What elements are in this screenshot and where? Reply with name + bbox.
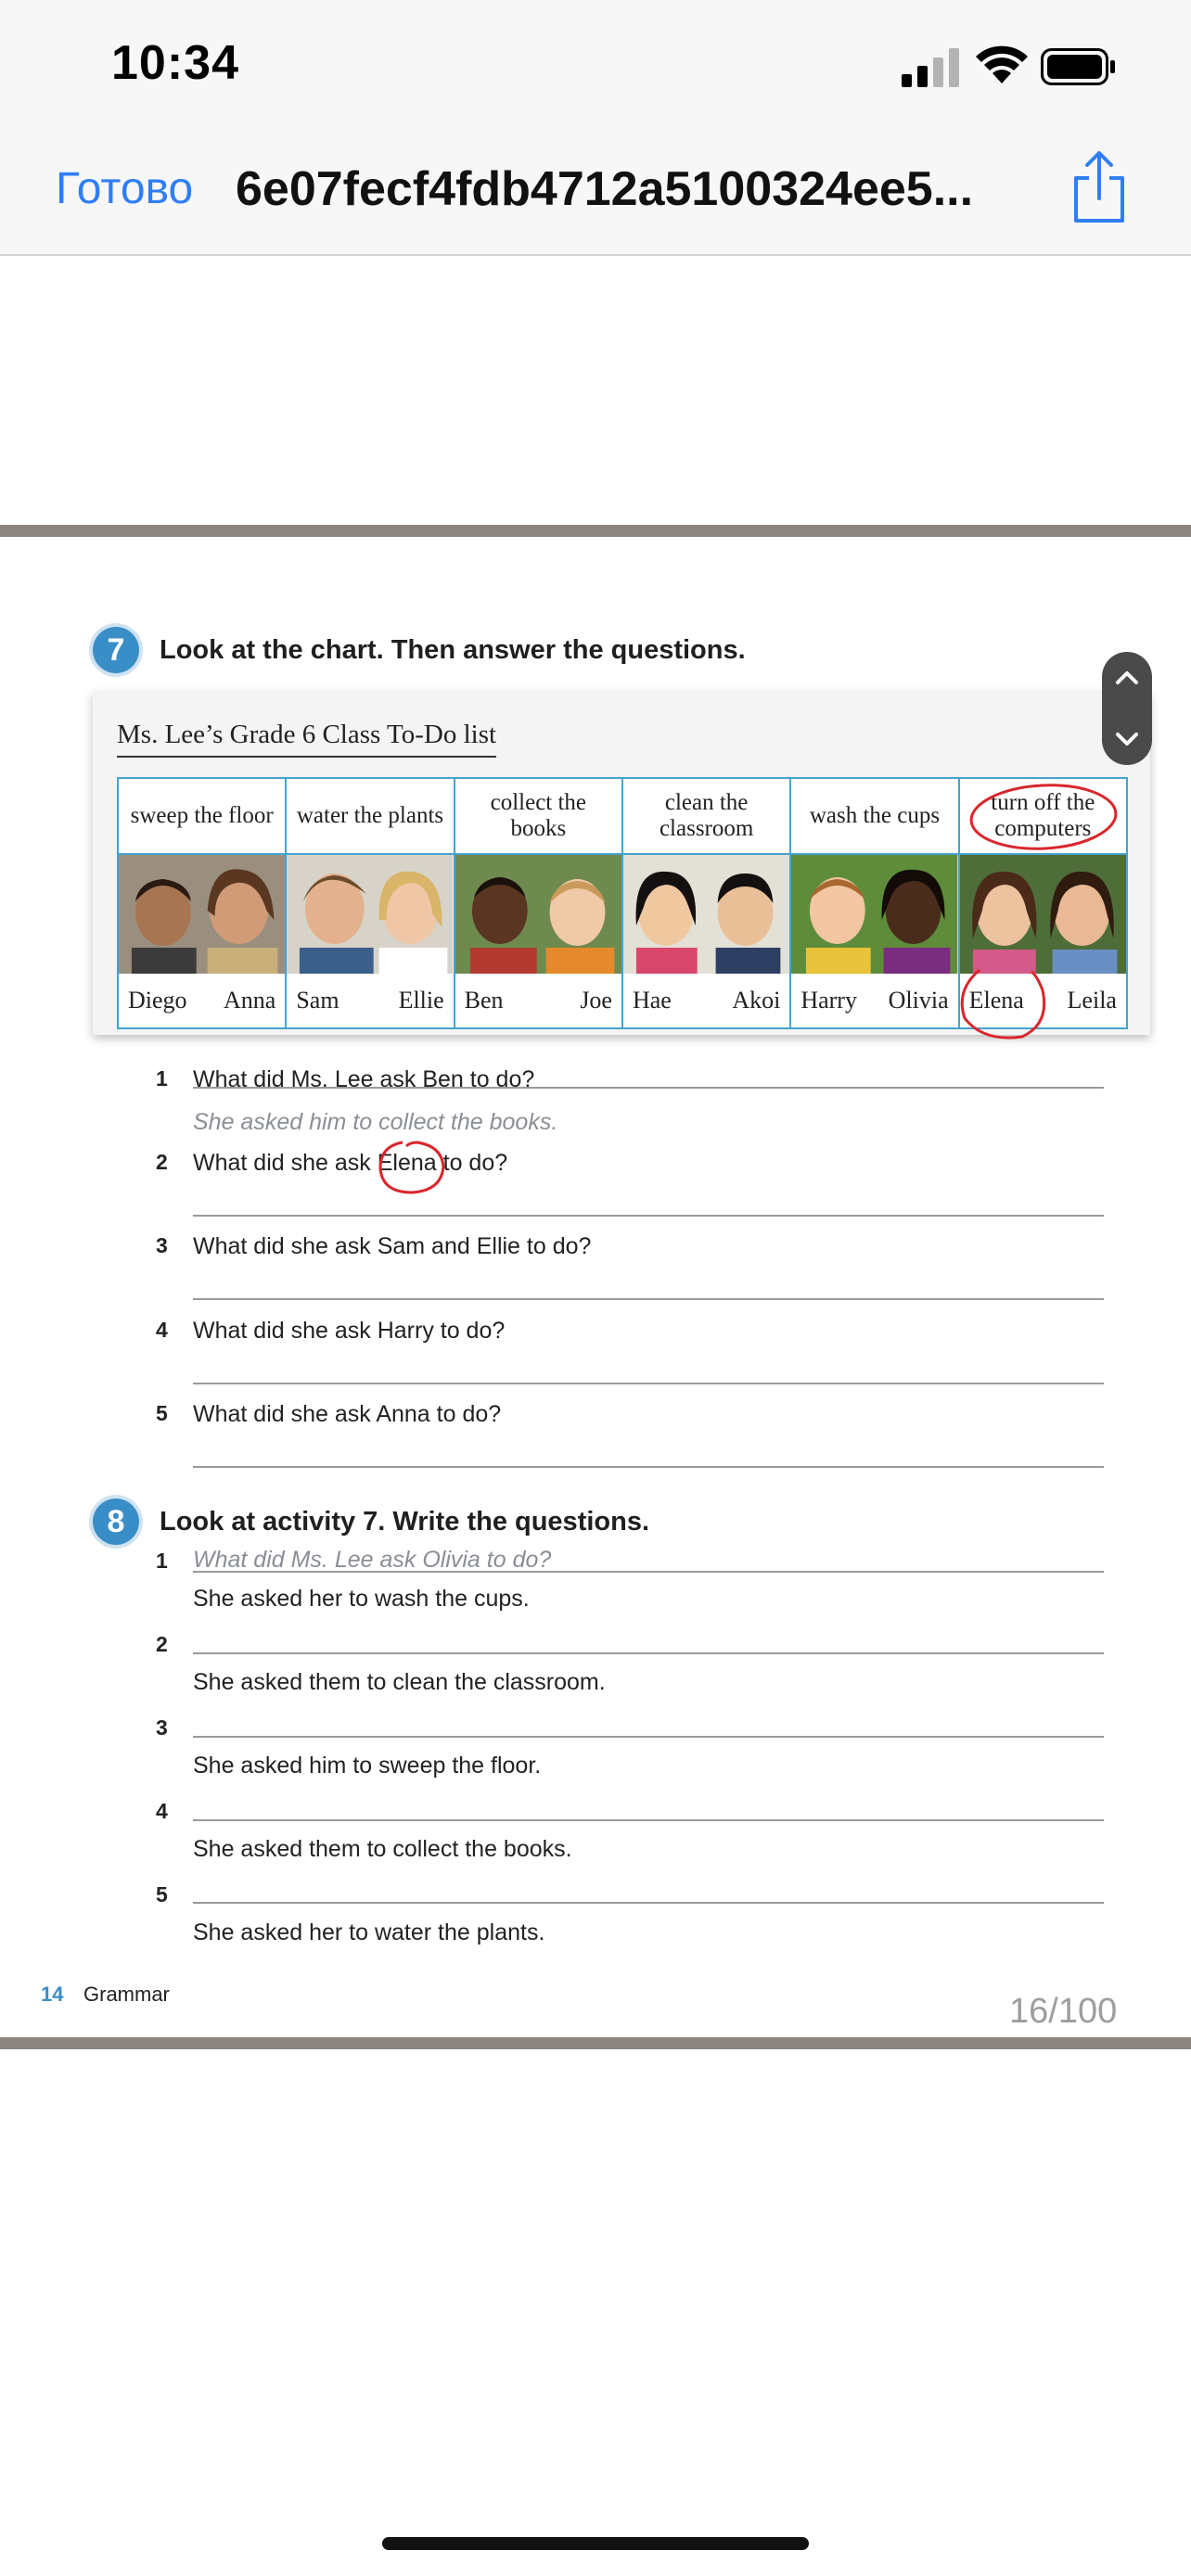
question-number: 1 <box>156 1549 168 1573</box>
exercise-number-badge: 8 <box>93 1498 139 1545</box>
student-name: Ellie <box>398 987 444 1014</box>
status-bar <box>0 0 1191 130</box>
given-answer: She asked him to sweep the floor. <box>193 1753 542 1779</box>
example-question: What did Ms. Lee ask Olivia to do? <box>193 1547 552 1573</box>
names-row <box>791 974 957 1027</box>
battery-icon <box>1041 48 1117 85</box>
student-name: Olivia <box>888 987 949 1014</box>
names-row <box>119 974 285 1027</box>
student-name: Ben <box>464 987 504 1014</box>
pdf-viewer[interactable] <box>0 256 1191 2576</box>
done-button[interactable]: Готово <box>56 164 194 213</box>
question-text: What did she ask Sam and Ellie to do? <box>193 1233 592 1259</box>
names-row <box>455 974 621 1027</box>
question-number: 3 <box>156 1233 168 1257</box>
answer-line[interactable] <box>193 1466 1104 1468</box>
exercise-7-heading <box>93 627 746 673</box>
student-name: Hae <box>632 987 672 1014</box>
question-number: 2 <box>156 1632 168 1656</box>
annotation-circle <box>375 1137 449 1198</box>
circled-name: Elena <box>377 1150 437 1176</box>
student-name: Akoi <box>732 987 781 1014</box>
question-text: What did she ask Elena to do? <box>193 1150 508 1176</box>
answer-line[interactable] <box>193 1902 1104 1904</box>
chart-column <box>623 779 791 1027</box>
student-photo <box>119 855 285 974</box>
student-name: Elena <box>968 987 1024 1014</box>
student-name: Joe <box>580 987 612 1014</box>
page-navigation-control <box>1102 652 1152 765</box>
page-bottom-border <box>0 2037 1191 2049</box>
given-answer: She asked them to clean the classroom. <box>193 1669 606 1695</box>
task-cell: water the plants <box>287 779 453 855</box>
annotation-circle <box>952 963 1054 1042</box>
answer-line[interactable] <box>193 1819 1104 1821</box>
student-photo <box>455 855 621 974</box>
chart-column <box>455 779 623 1027</box>
exercise-title: Look at the chart. Then answer the questions. <box>160 634 746 665</box>
question-number: 2 <box>156 1150 168 1174</box>
exercise-number-badge: 7 <box>93 627 139 673</box>
student-name: Anna <box>224 987 276 1014</box>
chart-column <box>119 779 287 1027</box>
question-number: 3 <box>156 1715 168 1740</box>
task-cell: collect the books <box>455 779 621 855</box>
student-name: Harry <box>800 987 857 1014</box>
student-name: Diego <box>128 987 187 1014</box>
chart-column <box>287 779 455 1027</box>
given-answer: She asked them to collect the books. <box>193 1836 572 1862</box>
document-title: 6e07fecf4fdb4712a5100324ee5... <box>236 162 974 216</box>
cellular-signal-icon <box>902 48 961 87</box>
share-icon[interactable] <box>1069 150 1130 224</box>
answer-line[interactable] <box>193 1298 1104 1300</box>
task-cell: clean the classroom <box>623 779 789 855</box>
given-answer: She asked her to wash the cups. <box>193 1586 530 1612</box>
answer-line[interactable] <box>193 1215 1104 1217</box>
question-number: 1 <box>156 1066 168 1090</box>
question-number: 5 <box>156 1401 168 1425</box>
home-indicator[interactable] <box>382 2537 809 2550</box>
task-cell: turn off the computers <box>960 779 1126 855</box>
page-number: 14 <box>41 1983 64 2006</box>
status-time: 10:34 <box>111 36 239 90</box>
chart-column <box>791 779 959 1027</box>
exercise-8-heading <box>93 1498 649 1545</box>
student-photo <box>623 855 789 974</box>
question-text: What did Ms. Lee ask Ben to do? <box>193 1066 535 1092</box>
chart-title: Ms. Lee’s Grade 6 Class To-Do list <box>117 720 496 758</box>
answer-line[interactable] <box>193 1736 1104 1738</box>
annotation-circle <box>965 777 1122 857</box>
task-cell: wash the cups <box>791 779 957 855</box>
document-toolbar <box>0 130 1191 256</box>
question-number: 4 <box>156 1318 168 1342</box>
names-row <box>287 974 453 1027</box>
question-text: What did she ask Harry to do? <box>193 1318 506 1344</box>
answer-line <box>193 1571 1104 1573</box>
page-top-border <box>0 525 1191 537</box>
chevron-up-icon[interactable] <box>1114 669 1140 687</box>
exercise-title: Look at activity 7. Write the questions. <box>160 1506 650 1537</box>
student-name: Leila <box>1067 987 1117 1014</box>
given-answer: She asked her to water the plants. <box>193 1919 545 1945</box>
section-label: Grammar <box>83 1983 170 2006</box>
question-number: 5 <box>156 1882 168 1906</box>
student-photo <box>287 855 453 974</box>
example-answer: She asked him to collect the books. <box>193 1109 558 1135</box>
student-photo <box>960 855 1126 974</box>
chevron-down-icon[interactable] <box>1114 730 1140 748</box>
names-row <box>623 974 789 1027</box>
student-name: Sam <box>296 987 339 1014</box>
answer-line <box>193 1087 1104 1089</box>
student-photo <box>791 855 957 974</box>
answer-line[interactable] <box>193 1383 1104 1384</box>
question-number: 4 <box>156 1799 168 1823</box>
answer-line[interactable] <box>193 1652 1104 1654</box>
page-counter: 16/100 <box>1009 1992 1118 2031</box>
task-cell: sweep the floor <box>119 779 285 855</box>
wifi-icon <box>976 45 1028 85</box>
question-text: What did she ask Anna to do? <box>193 1401 502 1427</box>
